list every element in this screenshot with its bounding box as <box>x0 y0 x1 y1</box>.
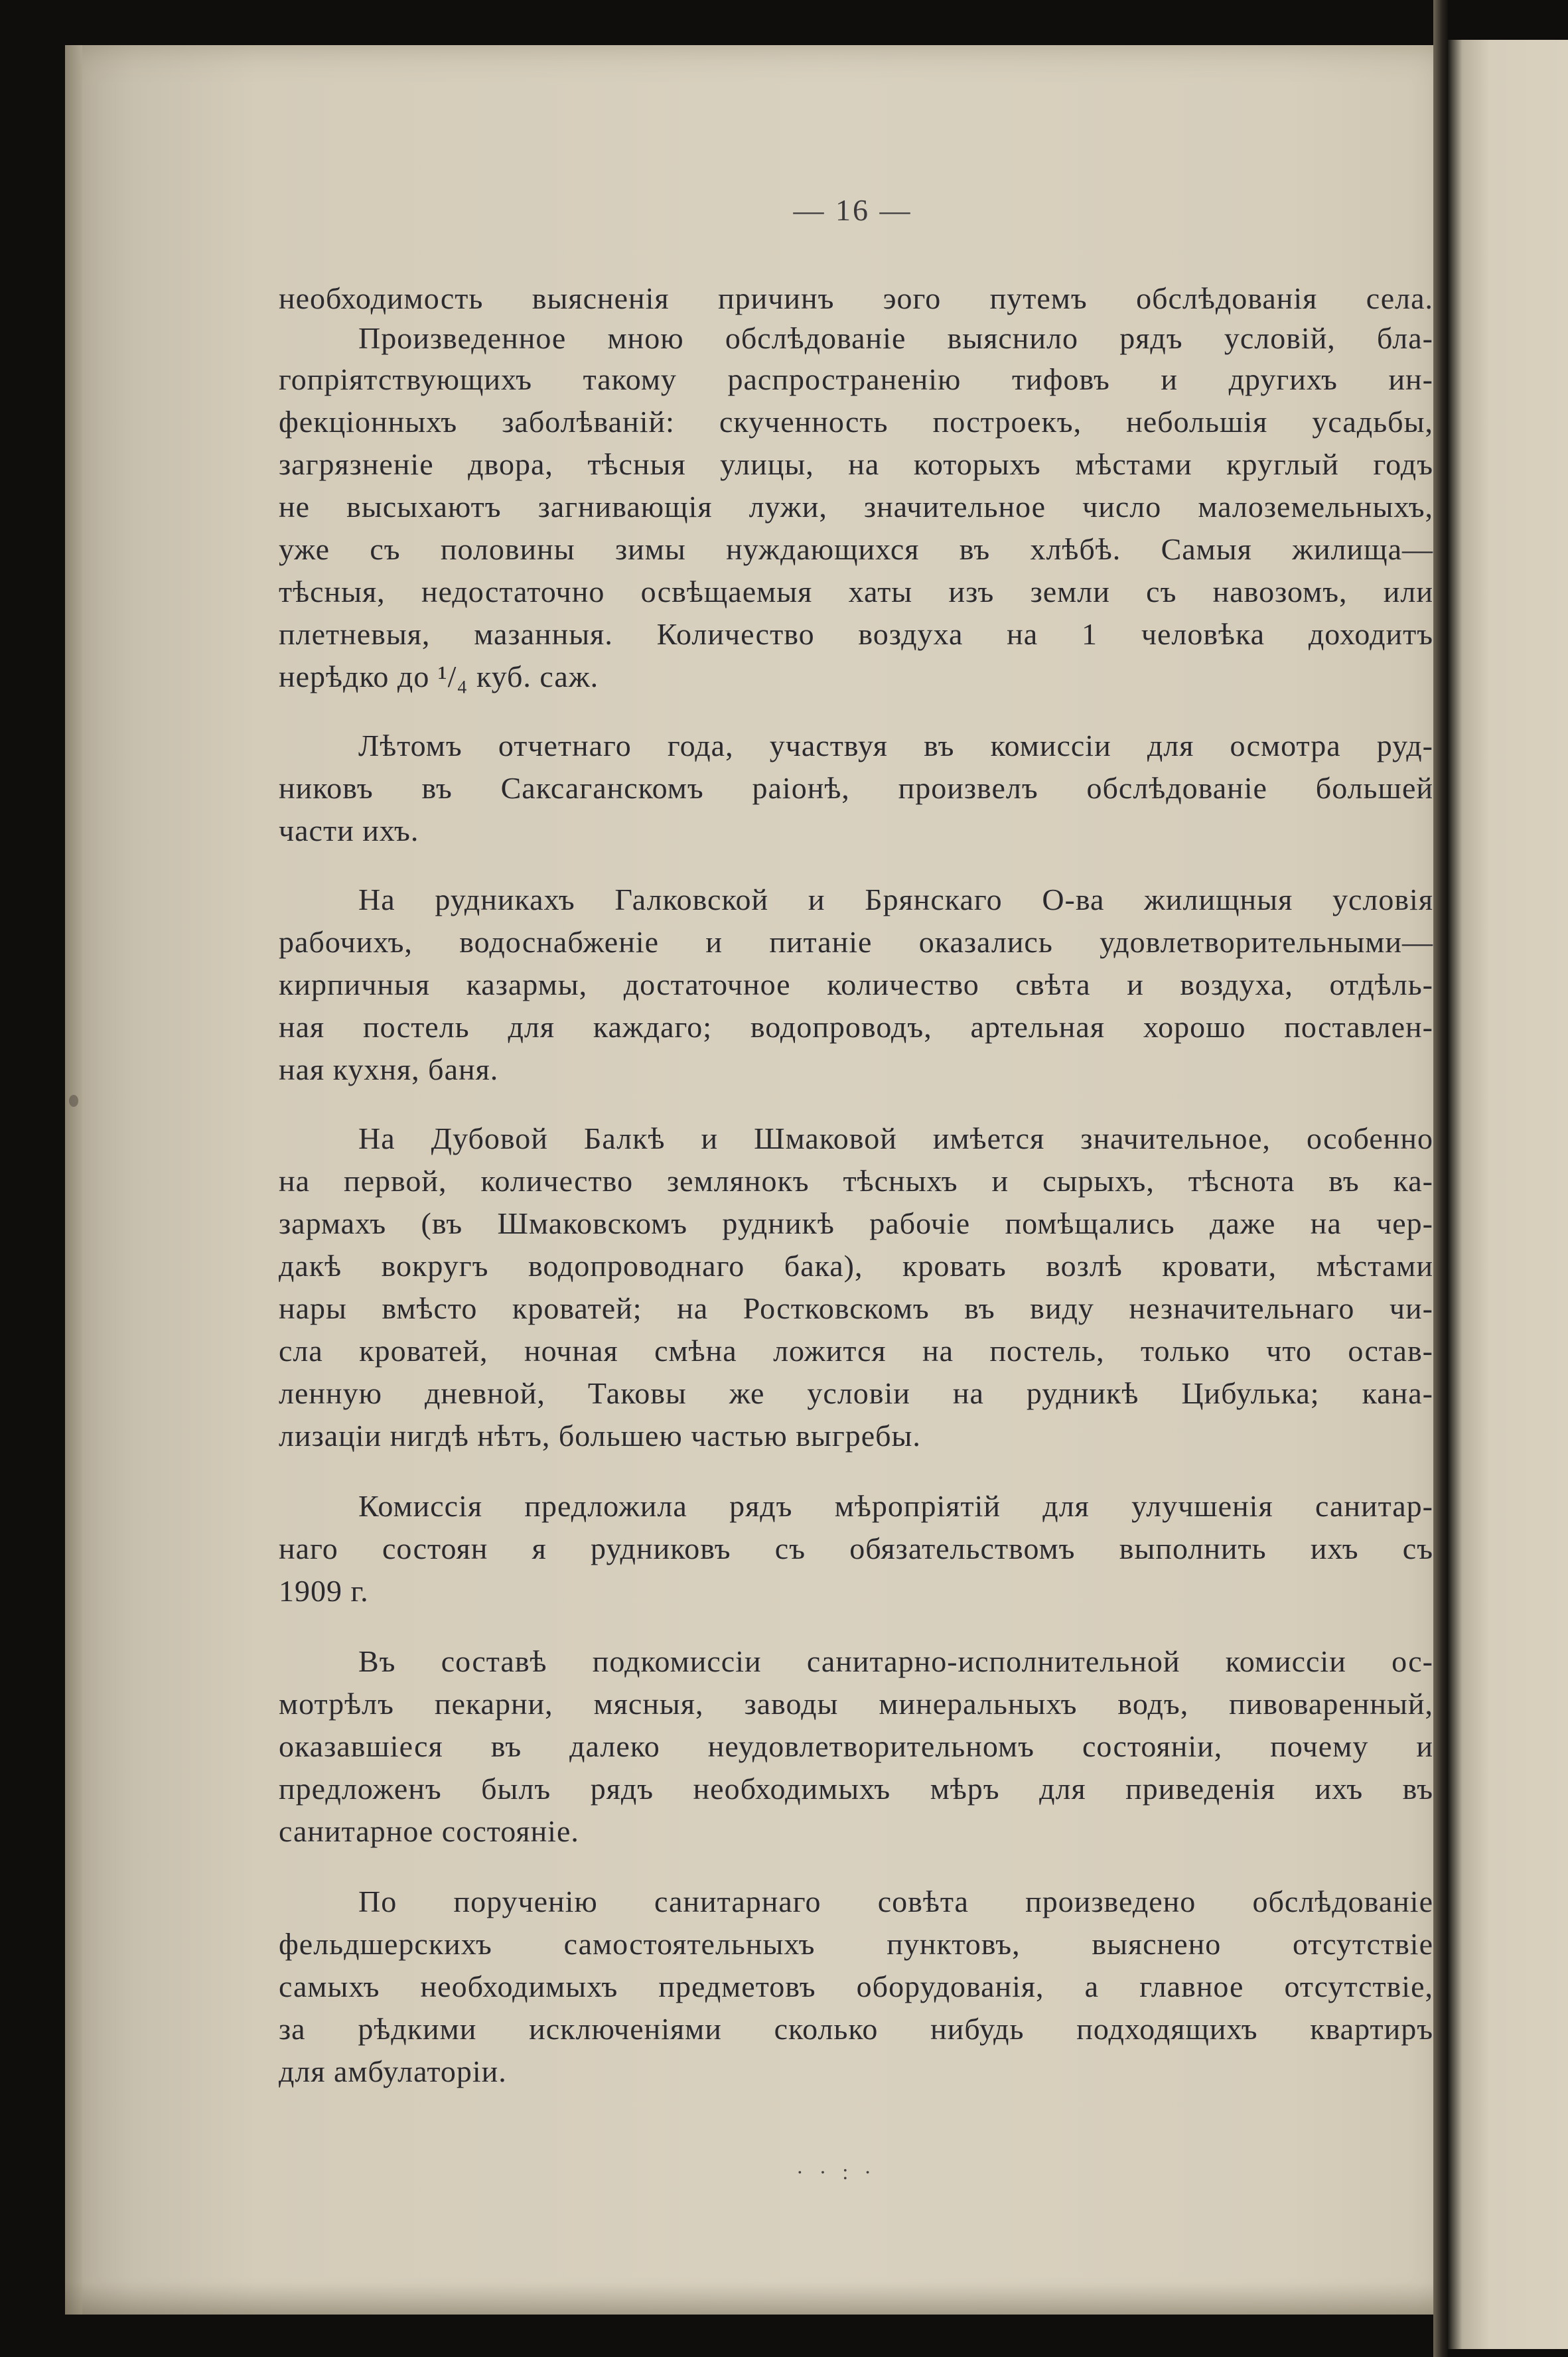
paper-stain <box>69 1095 78 1107</box>
text-line: никовъ въ Саксаганскомъ раіонѣ, произвелъ обслѣдованіе большей <box>279 771 1433 805</box>
text-line: 1909 г. <box>279 1574 369 1608</box>
text-line: лизаціи нигдѣ нѣтъ, большею частью выгребы. <box>279 1419 921 1453</box>
text-line: части ихъ. <box>279 814 419 847</box>
book-gutter <box>1433 0 1448 2357</box>
text-line: На рудникахъ Галковской и Брянскаго О-ва жилищныя условія <box>358 883 1433 916</box>
text-line: Лѣтомъ отчетнаго года, участвуя въ комиссіи для осмотра руд- <box>358 729 1433 762</box>
text-line: фельдшерскихъ самостоятельныхъ пунктовъ, выяснено отсутствіе <box>279 1927 1433 1961</box>
text-line: Произведенное мною обслѣдованіе выяснило рядъ условій, бла- <box>358 321 1433 355</box>
right-page-edge <box>1448 40 1568 2349</box>
text-line: Комиссія предложила рядъ мѣропріятій для улучшенія санитар- <box>358 1489 1433 1523</box>
text-line: нары вмѣсто кроватей; на Ростковскомъ въ виду незначительнаго чи- <box>279 1291 1433 1325</box>
page-bottom-shadow <box>65 2283 1447 2315</box>
text-line: дакѣ вокругъ водопроводнаго бака), кровать возлѣ кровати, мѣстами <box>279 1249 1433 1283</box>
text-line: оказавшіеся въ далеко неудовлетворительномъ состояніи, почему и <box>279 1729 1433 1763</box>
text-line: тѣсныя, недостаточно освѣщаемыя хаты изъ земли съ навозомъ, или <box>279 575 1433 608</box>
text-line: ленную дневной, Таковы же условіи на рудникѣ Цибулька; кана- <box>279 1376 1433 1410</box>
text-line: Въ составѣ подкомиссіи санитарно-исполнительной комиссіи ос- <box>358 1644 1433 1678</box>
text-line: сла кроватей, ночная смѣна ложится на постель, только что остав- <box>279 1334 1433 1368</box>
text-line: загрязненіе двора, тѣсныя улицы, на которыхъ мѣстами круглый годъ <box>279 447 1433 481</box>
text-line: По порученію санитарнаго совѣта произведено обслѣдованіе <box>358 1885 1433 1918</box>
text-line: не высыхаютъ загнивающія лужи, значительное число малоземельныхъ, <box>279 490 1433 524</box>
text-line: уже съ половины зимы нуждающихся въ хлѣбѣ. Самыя жилища— <box>279 532 1433 566</box>
text-line: ная постель для каждаго; водопроводъ, артельная хорошо поставлен- <box>279 1010 1433 1044</box>
text-line: нерѣдко до ¹/₄ куб. саж. <box>279 660 599 693</box>
text-line: На Дубовой Балкѣ и Шмаковой имѣется значительное, особенно <box>358 1121 1433 1155</box>
text-line: самыхъ необходимыхъ предметовъ оборудованія, а главное отсутствіе, <box>279 1969 1433 2003</box>
text-line: ная кухня, баня. <box>279 1052 499 1086</box>
text-line: необходимость выясненія причинъ эого путемъ обслѣдованія села. <box>279 281 1433 315</box>
text-line: плетневыя, мазанныя. Количество воздуха на 1 человѣка доходитъ <box>279 617 1433 651</box>
text-line: предложенъ былъ рядъ необходимыхъ мѣръ для приведенія ихъ въ <box>279 1772 1433 1806</box>
page-edge <box>65 45 82 2315</box>
text-line: мотрѣлъ пекарни, мясныя, заводы минеральныхъ водъ, пивоваренный, <box>279 1687 1433 1721</box>
text-line: наго состоян я рудниковъ съ обязательствомъ выполнить ихъ съ <box>279 1532 1433 1565</box>
text-line: за рѣдкими исключеніями сколько нибудь подходящихъ квартиръ <box>279 2012 1433 2046</box>
page-number: — 16 — <box>793 193 912 227</box>
text-line: санитарное состояніе. <box>279 1814 579 1848</box>
text-line: зармахъ (въ Шмаковскомъ рудникѣ рабочіе помѣщались даже на чер- <box>279 1206 1433 1240</box>
text-line: на первой, количество землянокъ тѣсныхъ и сырыхъ, тѣснота въ ка- <box>279 1164 1433 1198</box>
text-line: кирпичныя казармы, достаточное количество свѣта и воздуха, отдѣль- <box>279 967 1433 1001</box>
text-line: рабочихъ, водоснабженіе и питаніе оказались удовлетворительными— <box>279 925 1433 959</box>
text-line: для амбулаторіи. <box>279 2054 507 2088</box>
text-line: гопріятствующихъ такому распространенію тифовъ и другихъ ин- <box>279 362 1433 396</box>
text-line: фекціонныхъ заболѣваній: скученность построекъ, небольшія усадьбы, <box>279 405 1433 439</box>
print-specks: · · : · <box>796 2160 877 2184</box>
